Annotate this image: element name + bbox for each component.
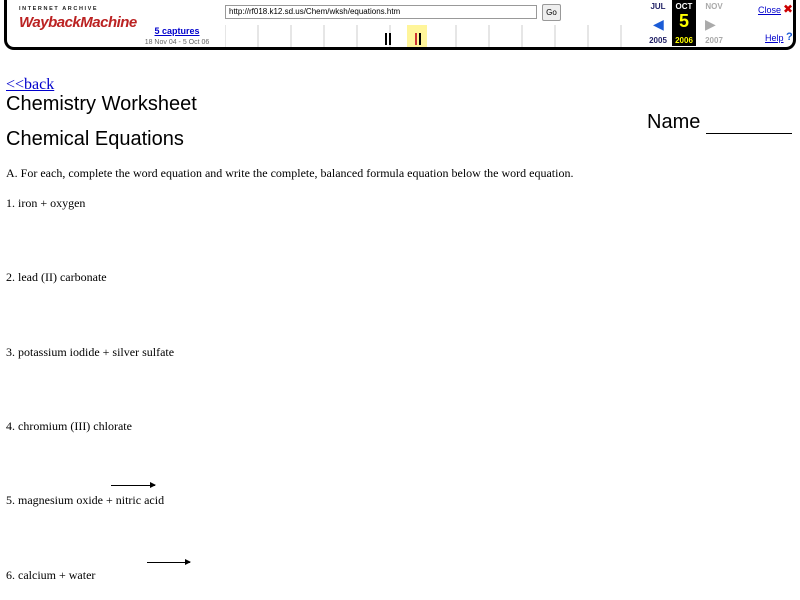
next-month[interactable] <box>701 0 727 45</box>
url-input[interactable]: http://rf018.k12.sd.us/Chem/wksh/equations.htm <box>225 5 537 19</box>
prev-capture-arrow-icon[interactable]: ◀ <box>653 16 664 32</box>
name-label: Name <box>647 111 701 133</box>
current-capture-date <box>672 0 696 46</box>
question-2: 2. lead (II) carbonate <box>6 270 107 284</box>
close-icon[interactable]: ✖ <box>783 2 794 16</box>
capture-mark <box>389 33 391 45</box>
prev-month-label: JUL <box>650 2 666 11</box>
reaction-arrow-icon <box>147 562 190 563</box>
instructions-text: A. For each, complete the word equation and write the complete, balanced formula equation below the word equation. <box>6 166 574 180</box>
help-link[interactable]: Help <box>765 33 784 43</box>
captures-info <box>137 26 217 46</box>
capture-sparkline[interactable] <box>225 25 637 47</box>
question-3: 3. potassium iodide + silver sulfate <box>6 345 175 359</box>
page-subtitle: Chemical Equations <box>6 128 184 150</box>
logo-wayback-text: WaybackMachine <box>19 14 137 31</box>
back-link[interactable]: <<back <box>6 76 55 93</box>
name-field <box>647 111 792 134</box>
go-button[interactable]: Go <box>542 4 561 21</box>
reaction-arrow-icon <box>111 485 155 486</box>
capture-mark-current <box>415 33 417 45</box>
capture-mark <box>385 33 387 45</box>
wayback-toolbar <box>4 0 796 50</box>
captures-range: 18 Nov 04 - 5 Oct 06 <box>144 39 210 46</box>
next-capture-arrow-icon[interactable]: ▶ <box>705 16 716 32</box>
cur-month-label: OCT <box>675 2 693 11</box>
month-navigator <box>639 0 749 48</box>
next-year-label: 2007 <box>705 36 723 45</box>
cur-year-label: 2006 <box>675 36 693 45</box>
cur-day-label: 5 <box>678 11 689 31</box>
close-link[interactable]: Close <box>758 5 782 15</box>
help-icon[interactable]: ? <box>786 31 793 43</box>
name-blank-line <box>706 115 792 134</box>
prev-month[interactable] <box>645 0 671 45</box>
question-5: 5. magnesium oxide + nitric acid <box>6 493 165 507</box>
page-title: Chemistry Worksheet <box>6 93 197 115</box>
question-6: 6. calcium + water <box>6 568 96 582</box>
logo-internet-archive-text: INTERNET ARCHIVE <box>19 6 99 12</box>
next-month-label: NOV <box>705 2 723 11</box>
question-1: 1. iron + oxygen <box>6 196 86 210</box>
capture-mark <box>419 33 421 45</box>
captures-link[interactable]: 5 captures <box>154 26 200 36</box>
prev-year-label: 2005 <box>649 36 667 45</box>
wayback-logo[interactable] <box>19 6 137 40</box>
question-4: 4. chromium (III) chlorate <box>6 419 132 433</box>
